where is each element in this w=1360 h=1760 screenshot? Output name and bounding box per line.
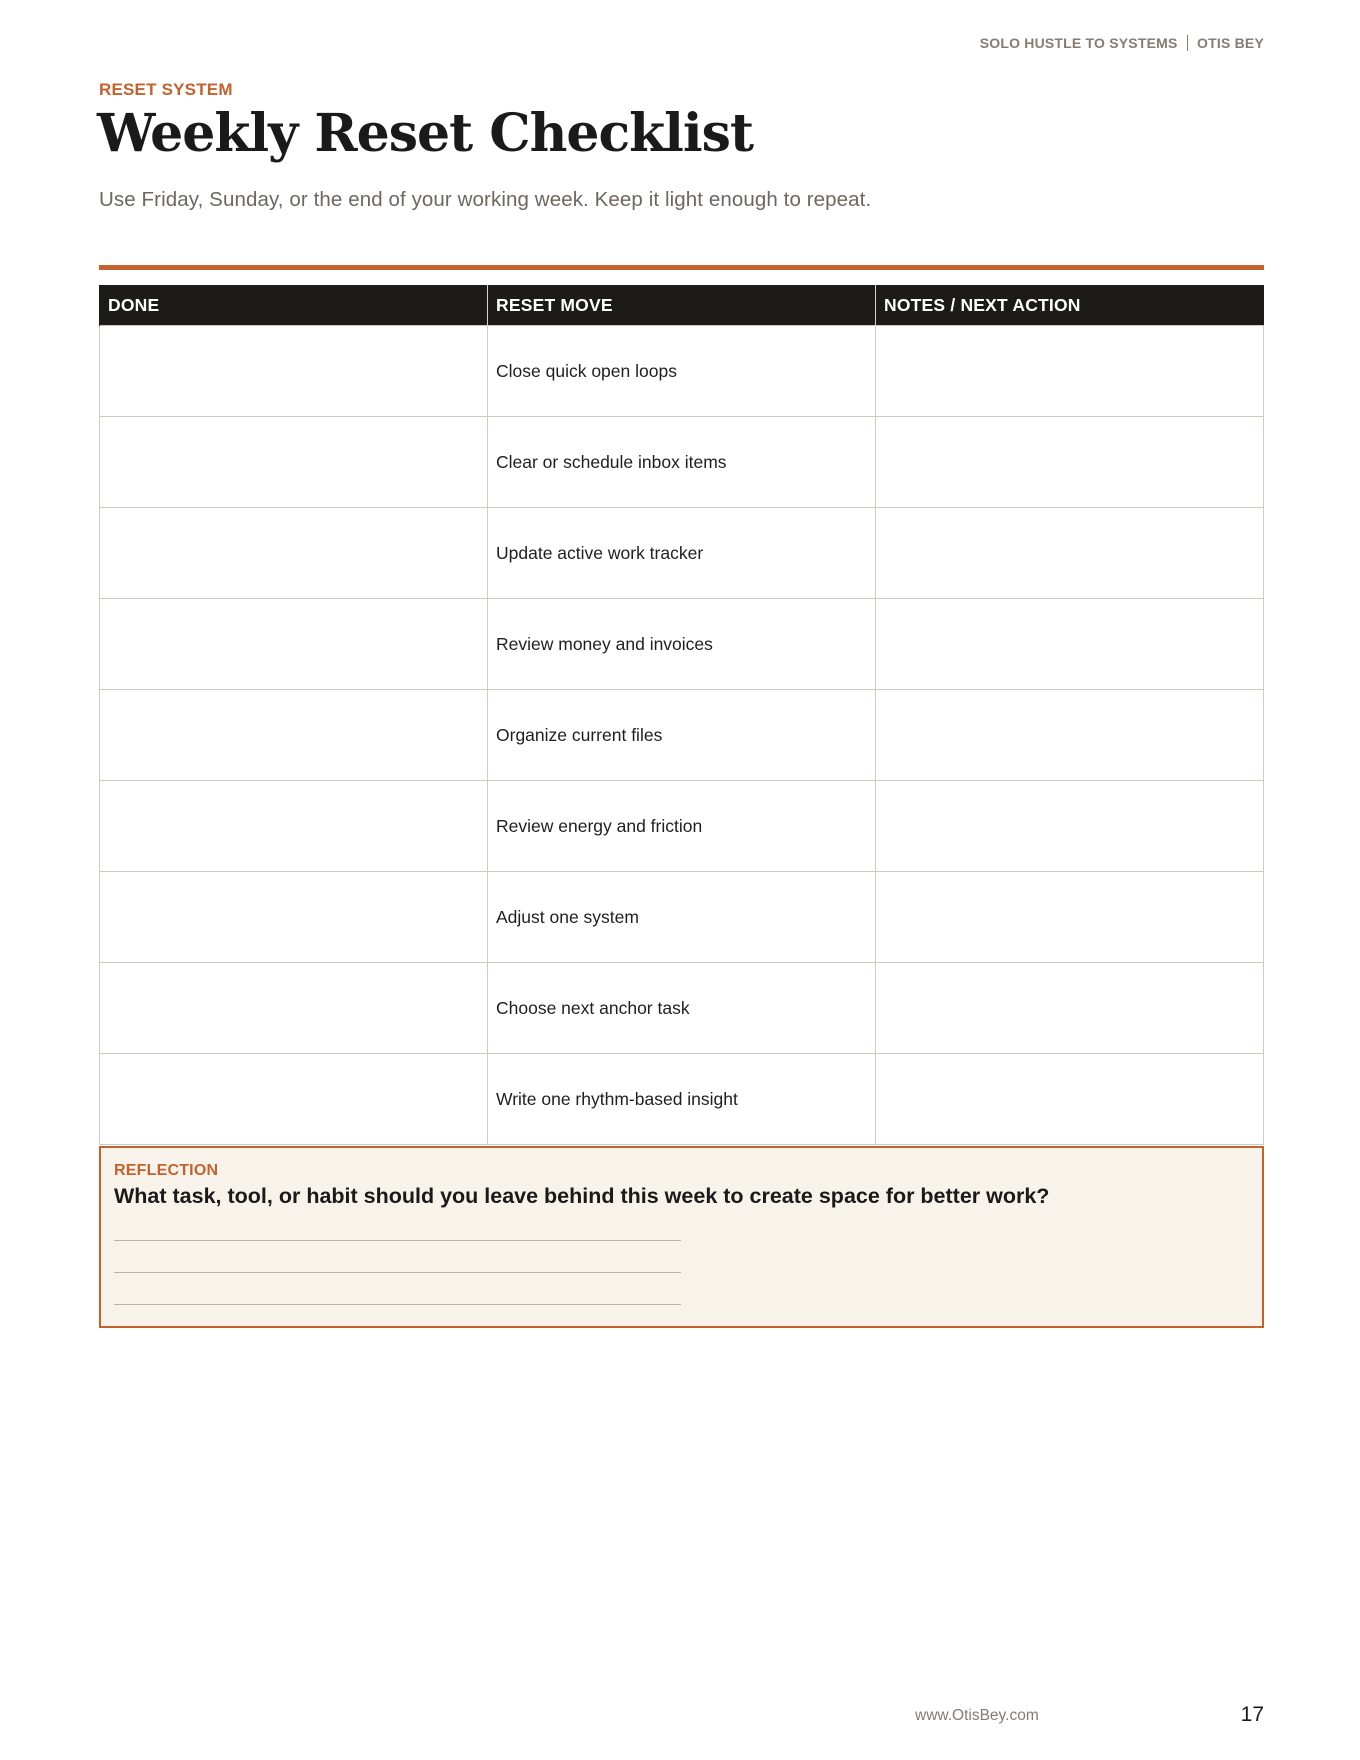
reset-move-cell: Review energy and friction (488, 781, 876, 872)
reset-move-cell: Choose next anchor task (488, 963, 876, 1054)
notes-cell[interactable] (876, 963, 1264, 1054)
header-divider (1187, 35, 1189, 51)
done-cell[interactable] (100, 963, 488, 1054)
notes-cell[interactable] (876, 599, 1264, 690)
reset-move-cell: Organize current files (488, 690, 876, 781)
section-eyebrow: RESET SYSTEM (99, 80, 233, 99)
table-row (100, 781, 1264, 872)
reflection-box (99, 1146, 1264, 1328)
done-cell[interactable] (100, 417, 488, 508)
done-cell[interactable] (100, 872, 488, 963)
writing-line[interactable] (114, 1272, 681, 1273)
writing-line[interactable] (114, 1304, 681, 1305)
reset-move-cell: Write one rhythm-based insight (488, 1054, 876, 1145)
done-cell[interactable] (100, 781, 488, 872)
notes-cell[interactable] (876, 690, 1264, 781)
table-row (100, 599, 1264, 690)
table-row (100, 417, 1264, 508)
done-cell[interactable] (100, 599, 488, 690)
done-cell[interactable] (100, 508, 488, 599)
table-row (100, 326, 1264, 417)
done-cell[interactable] (100, 690, 488, 781)
done-cell[interactable] (100, 1054, 488, 1145)
checklist-table (99, 285, 1264, 1145)
notes-cell[interactable] (876, 417, 1264, 508)
table-header-row (100, 285, 1264, 326)
column-header-done: DONE (100, 285, 488, 326)
column-header-notes: NOTES / NEXT ACTION (876, 285, 1264, 326)
page-number: 17 (1240, 1703, 1264, 1726)
notes-cell[interactable] (876, 1054, 1264, 1145)
done-cell[interactable] (100, 326, 488, 417)
reflection-label: REFLECTION (114, 1162, 219, 1179)
notes-cell[interactable] (876, 326, 1264, 417)
accent-rule (99, 265, 1264, 270)
series-title: SOLO HUSTLE TO SYSTEMS (979, 35, 1178, 51)
running-header (980, 35, 1264, 51)
reset-move-cell: Close quick open loops (488, 326, 876, 417)
author-name: OTIS BEY (1197, 35, 1264, 51)
footer-url: www.OtisBey.com (915, 1707, 1039, 1724)
table-row (100, 508, 1264, 599)
reset-move-cell: Clear or schedule inbox items (488, 417, 876, 508)
page-title: Weekly Reset Checklist (97, 103, 753, 164)
notes-cell[interactable] (876, 508, 1264, 599)
page-subtitle: Use Friday, Sunday, or the end of your working week. Keep it light enough to repeat. (99, 188, 872, 211)
reflection-question: What task, tool, or habit should you leave behind this week to create space for better work? (114, 1184, 1050, 1208)
reset-move-cell: Update active work tracker (488, 508, 876, 599)
table-row (100, 872, 1264, 963)
reset-move-cell: Adjust one system (488, 872, 876, 963)
notes-cell[interactable] (876, 872, 1264, 963)
table-row (100, 690, 1264, 781)
table-row (100, 1054, 1264, 1145)
notes-cell[interactable] (876, 781, 1264, 872)
reset-move-cell: Review money and invoices (488, 599, 876, 690)
table-row (100, 963, 1264, 1054)
writing-line[interactable] (114, 1240, 681, 1241)
column-header-reset-move: RESET MOVE (488, 285, 876, 326)
